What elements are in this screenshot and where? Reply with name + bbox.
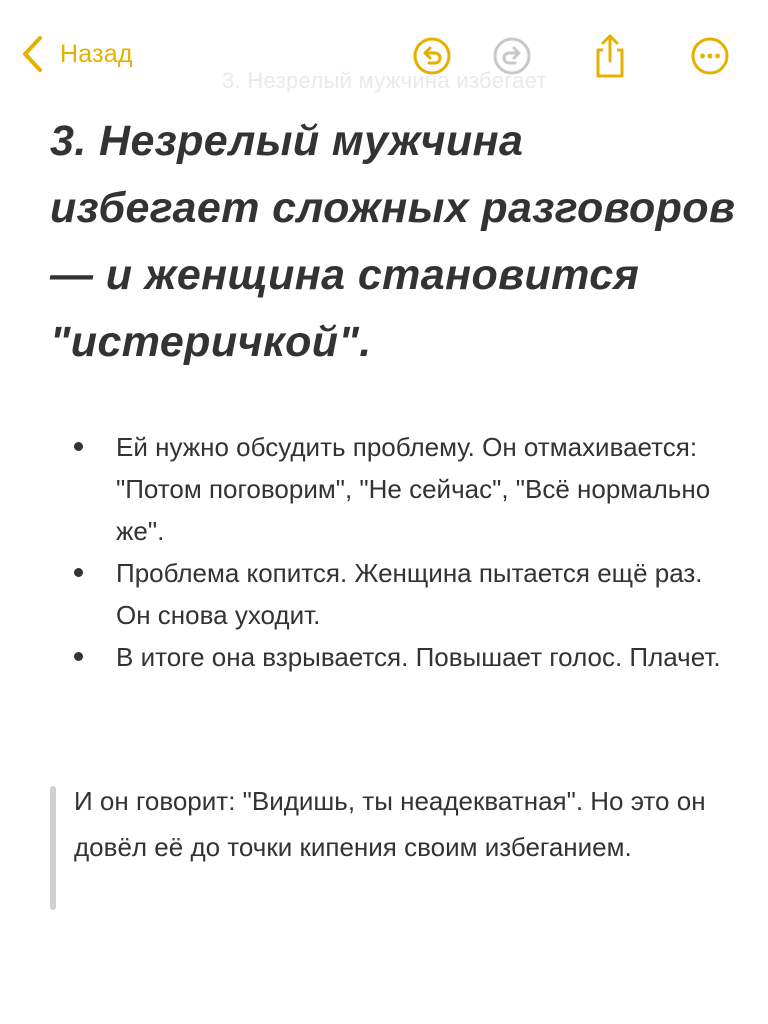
list-item-text: Проблема копится. Женщина пытается ещё раз. Он снова уходит. xyxy=(116,558,703,630)
collapsed-note-title: 3. Незрелый мужчина избегает xyxy=(222,68,547,93)
chevron-left-icon xyxy=(20,34,46,74)
share-icon xyxy=(590,33,630,79)
list-item-text: Ей нужно обсудить проблему. Он отмахивается: "Потом поговорим", "Не сейчас", "Всё нормально же". xyxy=(116,432,711,546)
bullet-dot xyxy=(74,652,83,661)
back-button[interactable] xyxy=(20,32,133,76)
back-label: Назад xyxy=(60,39,133,68)
quote-text: И он говорит: "Видишь, ты неадекватная". Но это он довёл её до точки кипения своим избеганием. xyxy=(74,786,706,862)
share-button[interactable] xyxy=(588,34,632,78)
list-item xyxy=(74,426,734,552)
bullet-dot xyxy=(74,442,83,451)
note-body[interactable] xyxy=(50,108,740,862)
bullet-dot xyxy=(74,568,83,577)
more-button[interactable] xyxy=(688,34,732,78)
list-item xyxy=(74,552,734,636)
quote-bar xyxy=(50,786,56,910)
note-heading: 3. Незрелый мужчина избегает сложных разговоров — и женщина становится "истеричкой". xyxy=(50,117,736,366)
bullet-list xyxy=(74,426,734,678)
more-icon xyxy=(690,36,730,76)
block-quote xyxy=(50,778,754,870)
list-item-text: В итоге она взрывается. Повышает голос. Плачет. xyxy=(116,642,721,672)
list-item xyxy=(74,636,734,678)
